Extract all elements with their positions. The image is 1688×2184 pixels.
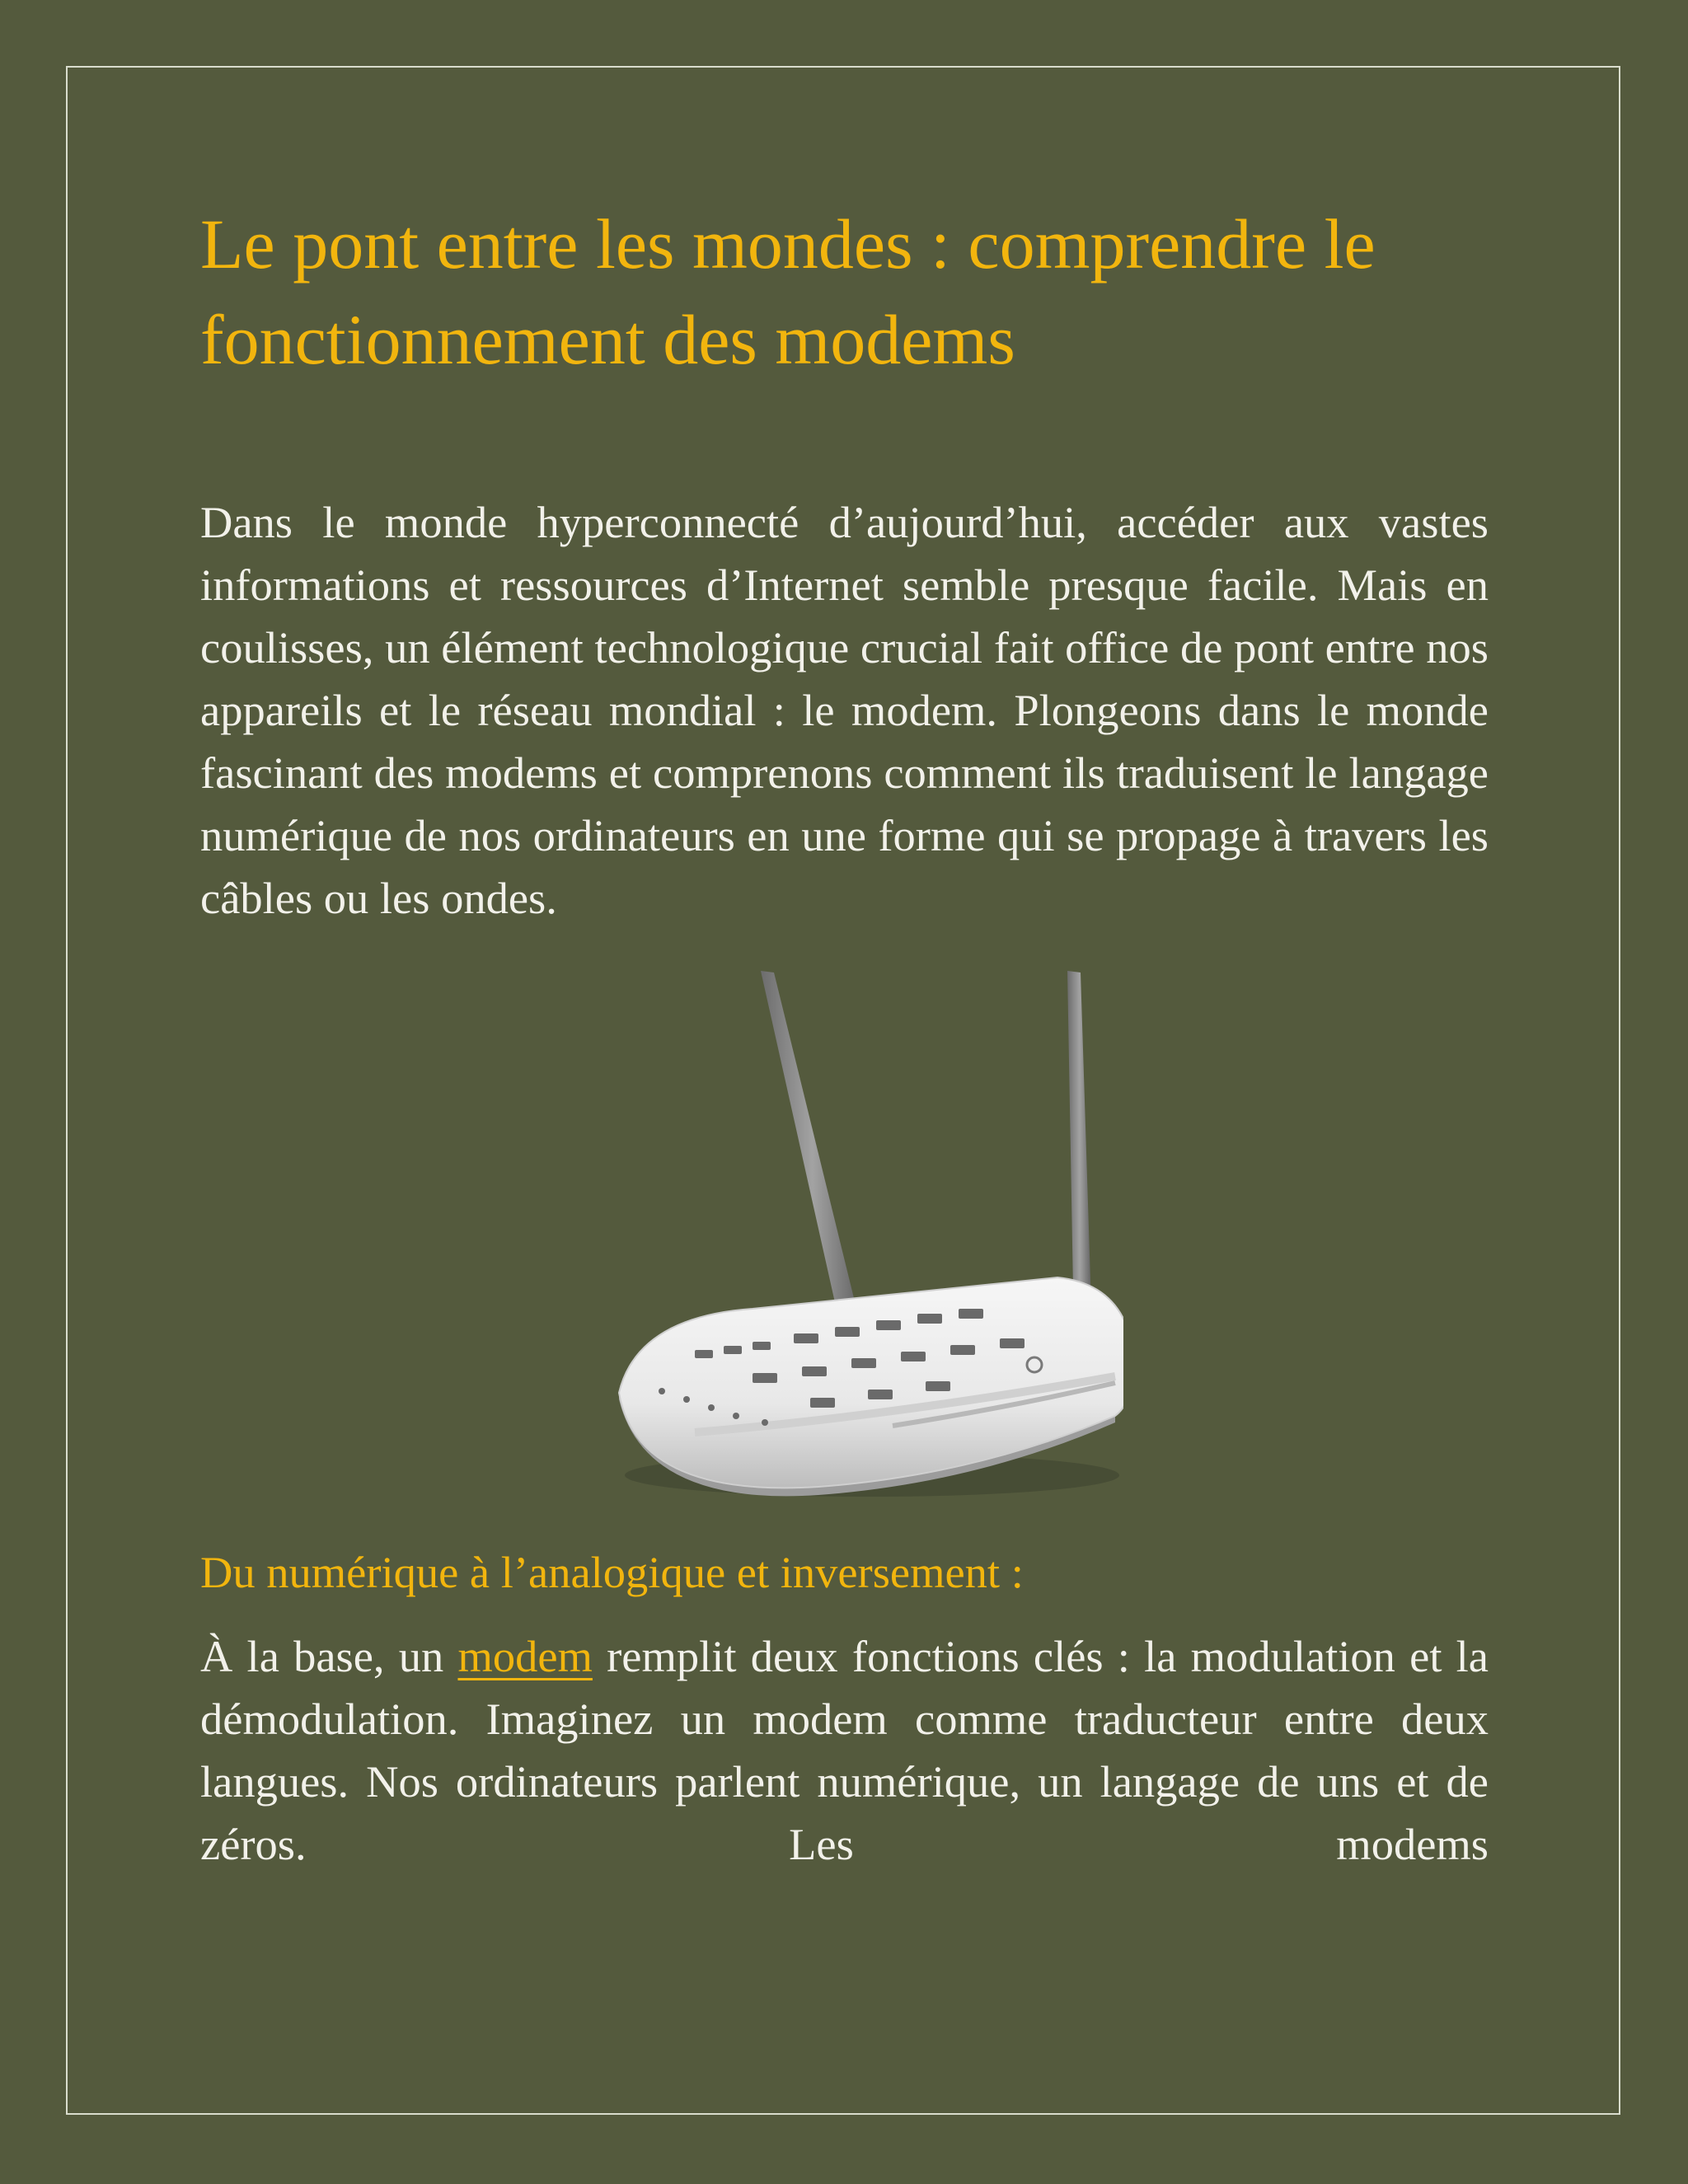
article-title: Le pont entre les mondes : comprendre le fonctionnement des modems bbox=[200, 204, 1376, 379]
section-text-after-link: remplit deux fonctions clés : la modulation et la démodulation. Imaginez un modem comme traducteur entre deux langues. Nos ordinateurs parlent numérique, un langage de uns et de zéros. Les modems bbox=[200, 1631, 1489, 1869]
modem-image bbox=[200, 971, 1489, 1515]
section-heading: Du numérique à l’analogique et inversement : bbox=[200, 1547, 1024, 1597]
section-paragraph bbox=[200, 1625, 1489, 1876]
article-content bbox=[200, 196, 1489, 1876]
intro-paragraph: Dans le monde hyperconnecté d’aujourd’hui, accéder aux vastes informations et ressources d’Internet semble presque facile. Mais en coulisses, un élément technologique crucial fait office de pont entre nos appareils et le réseau mondial : le modem. Plongeons dans le monde fascinant des modems et comprenons comment ils traduisent le langage numérique de nos ordinateurs en une forme qui se propage à travers les câbles ou les ondes. bbox=[200, 497, 1489, 923]
wireless-modem-router-icon bbox=[546, 971, 1123, 1515]
modem-link[interactable]: modem bbox=[457, 1631, 593, 1681]
section-text-before-link: À la base, un bbox=[200, 1631, 458, 1681]
